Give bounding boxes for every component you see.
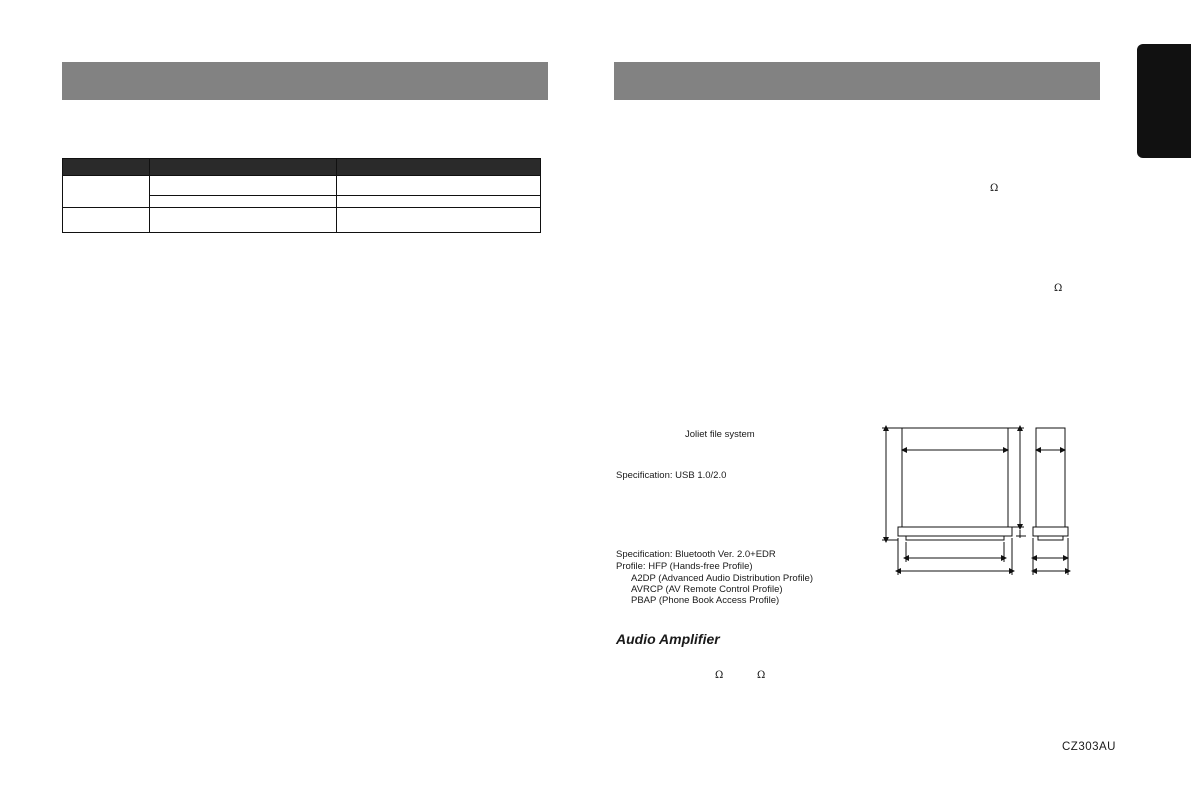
table-cell <box>63 208 150 233</box>
dimension-diagram-icon <box>876 420 1076 580</box>
table-row <box>63 176 541 196</box>
table-row <box>63 208 541 233</box>
table-cell <box>150 196 337 208</box>
impedance-symbol: Ω <box>990 183 999 194</box>
side-tab-marker <box>1137 44 1191 158</box>
bluetooth-profile-line: AVRCP (AV Remote Control Profile) <box>631 584 783 595</box>
table-cell <box>63 176 150 208</box>
impedance-symbol: Ω <box>1054 283 1063 294</box>
usb-spec: Specification: USB 1.0/2.0 <box>616 470 727 481</box>
table-cell <box>337 176 541 196</box>
audio-amplifier-heading: Audio Amplifier <box>616 631 720 647</box>
table-cell <box>150 208 337 233</box>
impedance-symbol: Ω <box>757 670 766 681</box>
table-header-cell <box>63 159 150 176</box>
left-section-banner <box>62 62 548 100</box>
bluetooth-profile-line: Profile: HFP (Hands-free Profile) <box>616 561 753 572</box>
model-number: CZ303AU <box>1062 741 1116 753</box>
impedance-symbol: Ω <box>715 670 724 681</box>
bluetooth-profile-line: A2DP (Advanced Audio Distribution Profile) <box>631 573 814 584</box>
table-cell <box>337 196 541 208</box>
spec-table <box>62 158 541 233</box>
table-header-row <box>63 159 541 176</box>
right-section-banner <box>614 62 1100 100</box>
unit-dimension-drawing <box>876 420 1076 580</box>
usb-format-note: Joliet file system <box>685 429 755 440</box>
bluetooth-profile-line: PBAP (Phone Book Access Profile) <box>631 595 780 606</box>
table-cell <box>150 176 337 196</box>
bluetooth-spec: Specification: Bluetooth Ver. 2.0+EDR <box>616 549 776 560</box>
table-cell <box>337 208 541 233</box>
table-header-cell <box>337 159 541 176</box>
table-header-cell <box>150 159 337 176</box>
